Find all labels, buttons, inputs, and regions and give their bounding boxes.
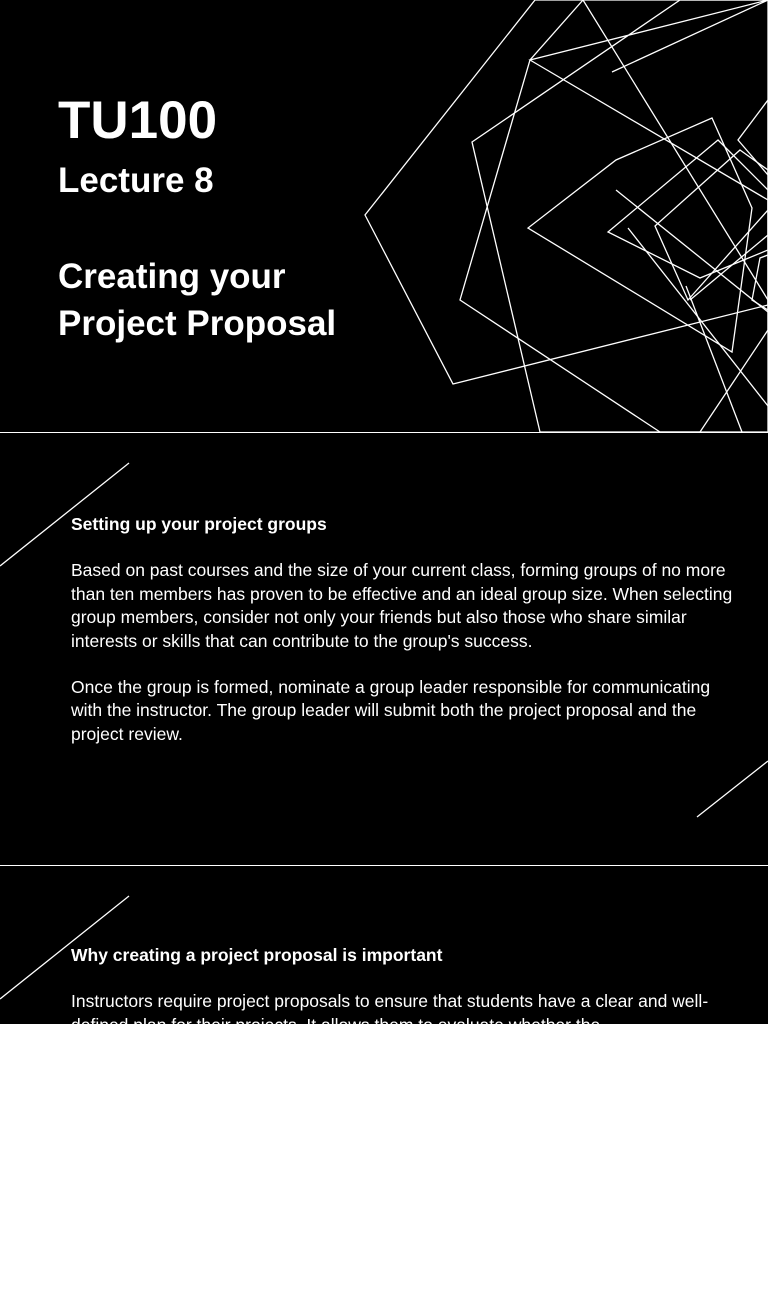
course-code: TU100 [58, 91, 218, 150]
diagonal-line-decoration [0, 866, 768, 1298]
paragraph-proposal-purpose: Instructors require project proposals to ensure that students have a clear and well-defined plan for their projects. It allows them to evaluate whether the [71, 991, 709, 1035]
paragraph-group-leader: Once the group is formed, nominate a group leader responsible for communicating with the instructor. The group leader will submit both the project proposal and the project review. [71, 677, 711, 744]
project-groups-slide [0, 433, 768, 865]
title-slide [0, 0, 768, 432]
slide-content [71, 944, 739, 1060]
section-heading: Setting up your project groups [71, 514, 327, 534]
proposal-importance-slide [0, 866, 768, 1035]
paragraph-group-size: Based on past courses and the size of your current class, forming groups of no more than ten members has proven to be effective and an ideal group size. When selecting group members, consider not only your friends but also those who share similar interests or skills that can contribute to the group's success. [71, 560, 733, 651]
lecture-title: Creating your Project Proposal [58, 257, 337, 343]
geometric-line-decoration [0, 0, 768, 432]
lecture-number: Lecture 8 [58, 161, 214, 200]
slide-content [71, 513, 739, 769]
section-heading: Why creating a project proposal is important [71, 945, 443, 965]
